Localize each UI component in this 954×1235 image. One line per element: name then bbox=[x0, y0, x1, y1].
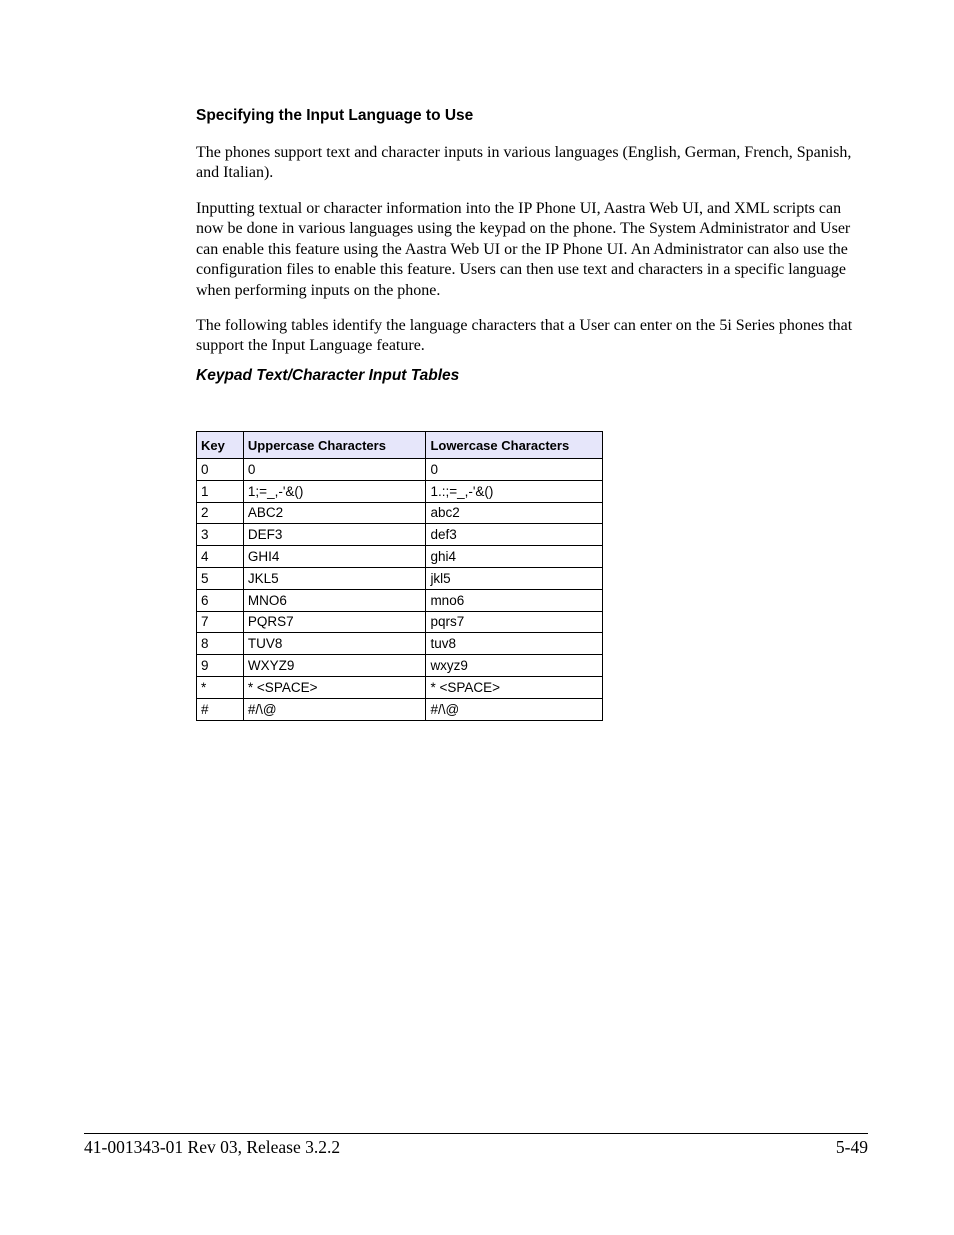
cell-lowercase: def3 bbox=[426, 524, 603, 546]
paragraph-tables-intro: The following tables identify the language characters that a User can enter on the 5i Series phones that support the Input Language feature. bbox=[196, 317, 853, 355]
cell-key: 6 bbox=[197, 589, 244, 611]
table-row bbox=[197, 502, 603, 524]
table-row bbox=[197, 546, 603, 568]
cell-key: 5 bbox=[197, 567, 244, 589]
cell-key: 8 bbox=[197, 633, 244, 655]
header-uppercase: Uppercase Characters bbox=[243, 432, 426, 459]
cell-key: 1 bbox=[197, 480, 244, 502]
table-row bbox=[197, 655, 603, 677]
table-row bbox=[197, 524, 603, 546]
table-row bbox=[197, 633, 603, 655]
cell-key: 9 bbox=[197, 655, 244, 677]
header-key: Key bbox=[197, 432, 244, 459]
cell-lowercase: wxyz9 bbox=[426, 655, 603, 677]
cell-key: * bbox=[197, 676, 244, 698]
cell-uppercase: ABC2 bbox=[243, 502, 426, 524]
cell-uppercase: 1;=_,-'&() bbox=[243, 480, 426, 502]
table-row bbox=[197, 611, 603, 633]
cell-key: 2 bbox=[197, 502, 244, 524]
cell-lowercase: 1.:;=_,-'&() bbox=[426, 480, 603, 502]
table-row bbox=[197, 698, 603, 720]
table-row bbox=[197, 676, 603, 698]
cell-lowercase: abc2 bbox=[426, 502, 603, 524]
section-heading: Specifying the Input Language to Use bbox=[196, 107, 474, 124]
cell-key: 4 bbox=[197, 546, 244, 568]
cell-lowercase: * <SPACE> bbox=[426, 676, 603, 698]
table-header-row bbox=[197, 432, 603, 459]
table-row bbox=[197, 589, 603, 611]
footer-doc-id: 41-001343-01 Rev 03, Release 3.2.2 bbox=[84, 1137, 341, 1157]
table-row bbox=[197, 567, 603, 589]
keypad-input-table bbox=[196, 431, 603, 721]
cell-lowercase: pqrs7 bbox=[426, 611, 603, 633]
cell-lowercase: tuv8 bbox=[426, 633, 603, 655]
cell-uppercase: DEF3 bbox=[243, 524, 426, 546]
footer-page-number: 5-49 bbox=[835, 1137, 868, 1157]
cell-uppercase: 0 bbox=[243, 459, 426, 481]
cell-uppercase: PQRS7 bbox=[243, 611, 426, 633]
table-title: Keypad Text/Character Input Tables bbox=[196, 367, 460, 384]
cell-lowercase: jkl5 bbox=[426, 567, 603, 589]
paragraph-languages: The phones support text and character inputs in various languages (English, German, French, Spanish, and Italian). bbox=[196, 144, 852, 182]
cell-uppercase: #/\@ bbox=[243, 698, 426, 720]
footer-divider bbox=[84, 1133, 868, 1134]
paragraph-inputting: Inputting textual or character information into the IP Phone UI, Aastra Web UI, and XML scripts can now be done in various languages using the keypad on the phone. The System Administrator and User can enable this feature using the Aastra Web UI or the IP Phone UI. An Administrator can also use the configuration files to enable this feature. Users can then use text and characters in a specific language when performing inputs on the phone. bbox=[196, 200, 851, 299]
cell-key: # bbox=[197, 698, 244, 720]
cell-uppercase: GHI4 bbox=[243, 546, 426, 568]
table-row bbox=[197, 459, 603, 481]
cell-key: 0 bbox=[197, 459, 244, 481]
table-row bbox=[197, 480, 603, 502]
cell-lowercase: ghi4 bbox=[426, 546, 603, 568]
header-lowercase: Lowercase Characters bbox=[426, 432, 603, 459]
cell-lowercase: #/\@ bbox=[426, 698, 603, 720]
cell-key: 3 bbox=[197, 524, 244, 546]
cell-uppercase: TUV8 bbox=[243, 633, 426, 655]
cell-lowercase: 0 bbox=[426, 459, 603, 481]
cell-uppercase: WXYZ9 bbox=[243, 655, 426, 677]
cell-uppercase: JKL5 bbox=[243, 567, 426, 589]
cell-uppercase: MNO6 bbox=[243, 589, 426, 611]
cell-lowercase: mno6 bbox=[426, 589, 603, 611]
cell-uppercase: * <SPACE> bbox=[243, 676, 426, 698]
cell-key: 7 bbox=[197, 611, 244, 633]
table-body bbox=[197, 459, 603, 721]
